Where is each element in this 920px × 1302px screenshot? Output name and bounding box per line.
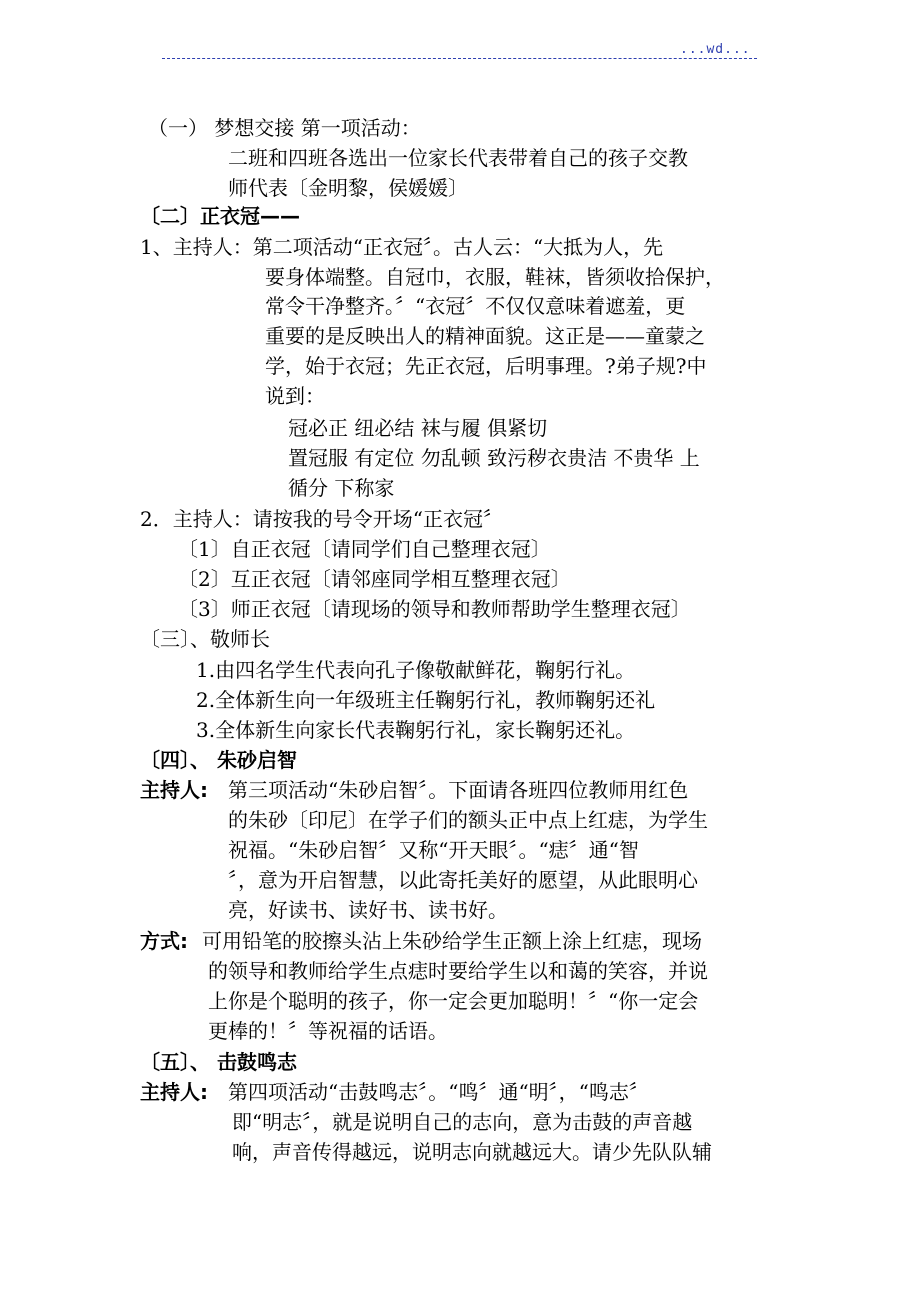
section-heading: 〔四〕、 朱砂启智 (140, 748, 297, 772)
verse-line: 循分 下称家 (288, 476, 395, 500)
verse-line: 置冠服 有定位 勿乱顿 致污秽衣贵洁 不贵华 上 (288, 446, 700, 470)
text-line: 1、主持人：第二项活动“正衣冠〞。古人云：“大抵为人，先 (140, 235, 664, 259)
text-line: 的领导和教师给学生点痣时要给学生以和蔼的笑容，并说 (208, 959, 708, 983)
text-line: （一） 梦想交接 第一项活动： (148, 116, 421, 140)
text-line: 亮，好读书、读好书、读书好。 (228, 898, 508, 922)
text-line: 要身体端整。自冠巾，衣服，鞋袜，皆须收拾保护， (265, 265, 725, 289)
text-line: 祝福。“朱砂启智〞又称“开天眼〞。“痣〞通“智 (228, 838, 639, 862)
text-line: 常令干净整齐。〞“衣冠〞不仅仅意味着遮羞，更 (265, 294, 686, 318)
text-line: 上你是个聪明的孩子，你一定会更加聪明！〞“你一定会 (208, 989, 699, 1013)
text-line: 〞，意为开启智慧，以此寄托美好的愿望，从此眼明心 (228, 868, 698, 892)
section-heading: 〔五〕、 击鼓鸣志 (140, 1050, 297, 1074)
speaker-label: 主持人: (140, 1080, 208, 1104)
list-item: 〔1〕自正衣冠〔请同学们自己整理衣冠〕 (178, 537, 551, 561)
text-line: 更棒的！〞等祝福的话语。 (208, 1019, 448, 1043)
text-line: 可用铅笔的胶擦头沾上朱砂给学生正额上涂上红痣，现场 (202, 929, 702, 953)
method-label: 方式: (140, 929, 188, 953)
text-line: 师代表〔金明黎，侯媛媛〕 (228, 176, 468, 200)
text-line: 2．主持人：请按我的号令开场“正衣冠〞 (140, 507, 503, 531)
speaker-label: 主持人: (140, 778, 208, 802)
list-item: 3.全体新生向家长代表鞠躬行礼，家长鞠躬还礼。 (196, 718, 636, 742)
list-item: 2.全体新生向一年级班主任鞠躬行礼，教师鞠躬还礼 (196, 688, 656, 712)
text-line: 说到： (265, 384, 325, 408)
text-line: 第四项活动“击鼓鸣志〞。“鸣〞通“明〞，“鸣志〞 (228, 1080, 649, 1104)
text-line: 重要的是反映出人的精神面貌。这正是——童蒙之 (265, 324, 705, 348)
text-line: 响，声音传得越远，说明志向就越远大。请少先队队辅 (232, 1140, 712, 1164)
text-line: 二班和四班各选出一位家长代表带着自己的孩子交教 (228, 146, 688, 170)
text-line: 的朱砂〔印尼〕在学子们的额头正中点上红痣，为学生 (228, 808, 708, 832)
header-dashed-line (162, 58, 757, 59)
section-heading: 〔二〕正衣冠—— (140, 204, 300, 228)
text-line: 即“明志〞，就是说明自己的志向，意为击鼓的声音越 (232, 1110, 693, 1134)
text-line: 第三项活动“朱砂启智〞。下面请各班四位教师用红色 (228, 778, 689, 802)
text-line: 学，始于衣冠；先正衣冠，后明事理。?弟子规?中 (265, 354, 707, 378)
list-item: 〔3〕师正衣冠〔请现场的领导和教师帮助学生整理衣冠〕 (178, 597, 691, 621)
header-mark: ...wd... (680, 42, 751, 57)
section-heading: 〔三〕、敬师长 (140, 627, 270, 651)
verse-line: 冠必正 纽必结 袜与履 俱紧切 (288, 416, 548, 440)
list-item: 1.由四名学生代表向孔子像敬献鲜花，鞠躬行礼。 (196, 658, 636, 682)
list-item: 〔2〕互正衣冠〔请邻座同学相互整理衣冠〕 (178, 567, 571, 591)
